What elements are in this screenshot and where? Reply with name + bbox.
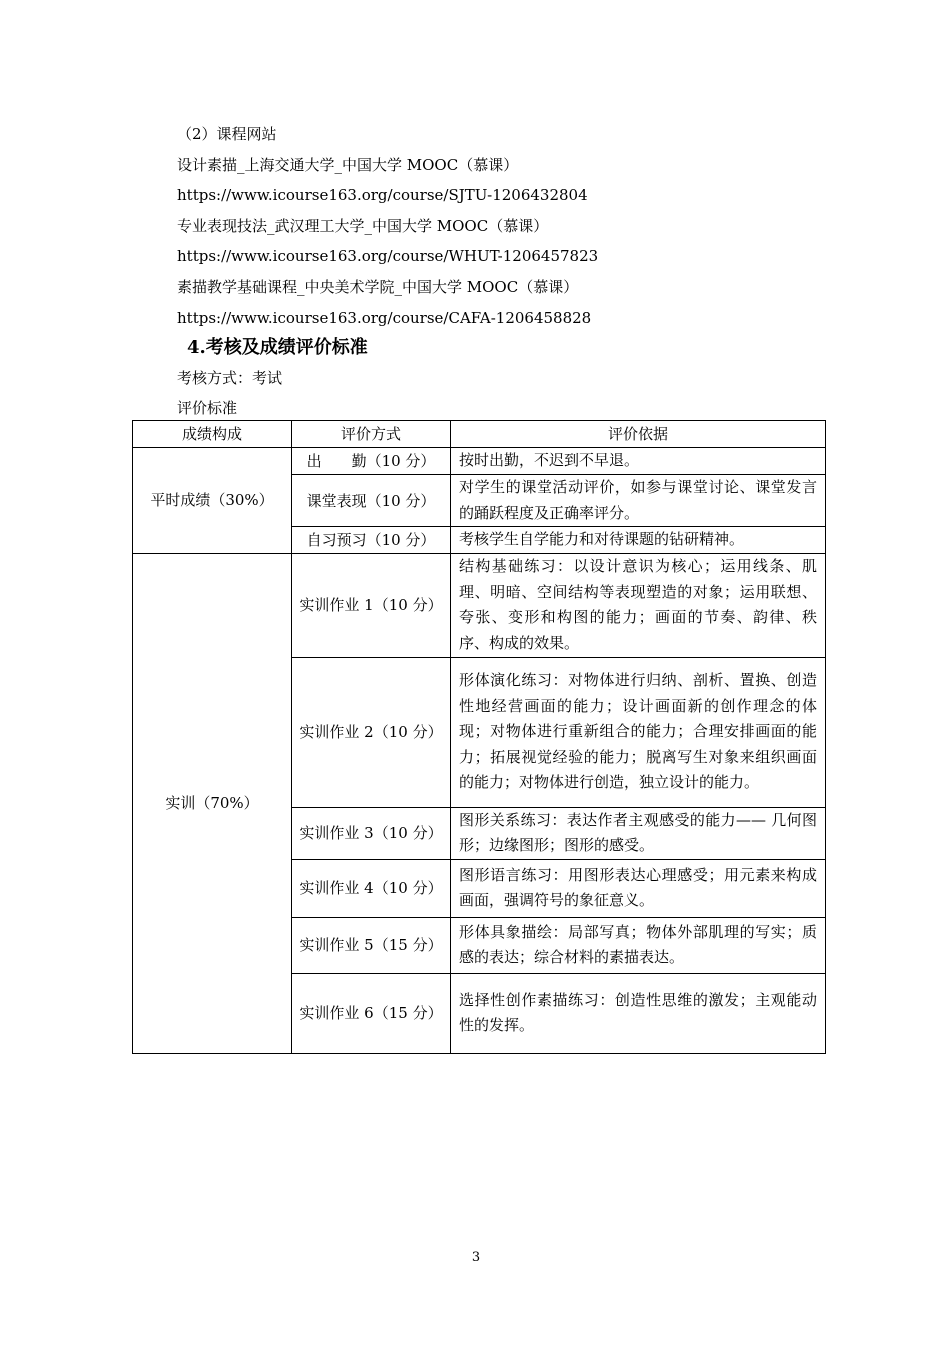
basis-cell: 形体演化练习：对物体进行归纳、剖析、置换、创造性地经营画面的能力；设计画面新的创作理念的体现；对物体进行重新组合的能力；合理安排画面的能力；拓展视觉经验的能力；脱离写生对象来组织画面的能力；对物体进行创造，独立设计的能力。 <box>451 657 826 807</box>
method-cell: 实训作业 1（10 分） <box>292 553 451 657</box>
basis-cell: 结构基础练习：以设计意识为核心；运用线条、肌理、明暗、空间结构等表现塑造的对象；运用联想、夸张、变形和构图的能力；画面的节奏、韵律、秩序、构成的效果。 <box>451 553 826 657</box>
course-name-cafa: 素描教学基础课程_中央美术学院_中国大学 MOOC（慕课） <box>177 278 579 296</box>
category-practical: 实训（70%） <box>133 553 292 1053</box>
method-cell: 出 勤（10 分） <box>292 448 451 475</box>
method-cell: 课堂表现（10 分） <box>292 475 451 527</box>
header-composition: 成绩构成 <box>133 421 292 448</box>
basis-cell: 对学生的课堂活动评价，如参与课堂讨论、课堂发言的踊跃程度及正确率评分。 <box>451 475 826 527</box>
table-header-row <box>133 421 826 448</box>
basis-cell: 形体具象描绘：局部写真；物体外部肌理的写实；质感的表达；综合材料的素描表达。 <box>451 917 826 973</box>
basis-cell: 图形语言练习：用图形表达心理感受；用元素来构成画面，强调符号的象征意义。 <box>451 859 826 917</box>
basis-cell: 图形关系练习：表达作者主观感受的能力—— 几何图形；边缘图形；图形的感受。 <box>451 807 826 859</box>
basis-cell: 按时出勤，不迟到不早退。 <box>451 448 826 475</box>
basis-cell: 考核学生自学能力和对待课题的钻研精神。 <box>451 527 826 554</box>
method-cell: 自习预习（10 分） <box>292 527 451 554</box>
method-cell: 实训作业 4（10 分） <box>292 859 451 917</box>
criteria-label: 评价标准 <box>177 399 238 417</box>
method-cell: 实训作业 3（10 分） <box>292 807 451 859</box>
method-cell: 实训作业 2（10 分） <box>292 657 451 807</box>
course-name-sjtu: 设计素描_上海交通大学_中国大学 MOOC（慕课） <box>177 156 519 174</box>
method-cell: 实训作业 6（15 分） <box>292 973 451 1053</box>
header-basis: 评价依据 <box>451 421 826 448</box>
header-method: 评价方式 <box>292 421 451 448</box>
course-name-whut: 专业表现技法_武汉理工大学_中国大学 MOOC（慕课） <box>177 217 549 235</box>
course-url-whut[interactable]: https://www.icourse163.org/course/WHUT-1206457823 <box>177 247 599 265</box>
table-row <box>133 553 826 657</box>
assessment-method: 考核方式：考试 <box>177 369 283 387</box>
category-regular: 平时成绩（30%） <box>133 448 292 554</box>
course-url-sjtu[interactable]: https://www.icourse163.org/course/SJTU-1206432804 <box>177 186 588 204</box>
assessment-heading: 4.考核及成绩评价标准 <box>187 337 368 358</box>
evaluation-table <box>132 420 826 1054</box>
section-title-course-website: （2）课程网站 <box>177 125 277 143</box>
basis-cell: 选择性创作素描练习：创造性思维的激发；主观能动性的发挥。 <box>451 973 826 1053</box>
method-cell: 实训作业 5（15 分） <box>292 917 451 973</box>
course-url-cafa[interactable]: https://www.icourse163.org/course/CAFA-1206458828 <box>177 309 592 327</box>
page-number: 3 <box>471 1250 481 1265</box>
table-row <box>133 448 826 475</box>
